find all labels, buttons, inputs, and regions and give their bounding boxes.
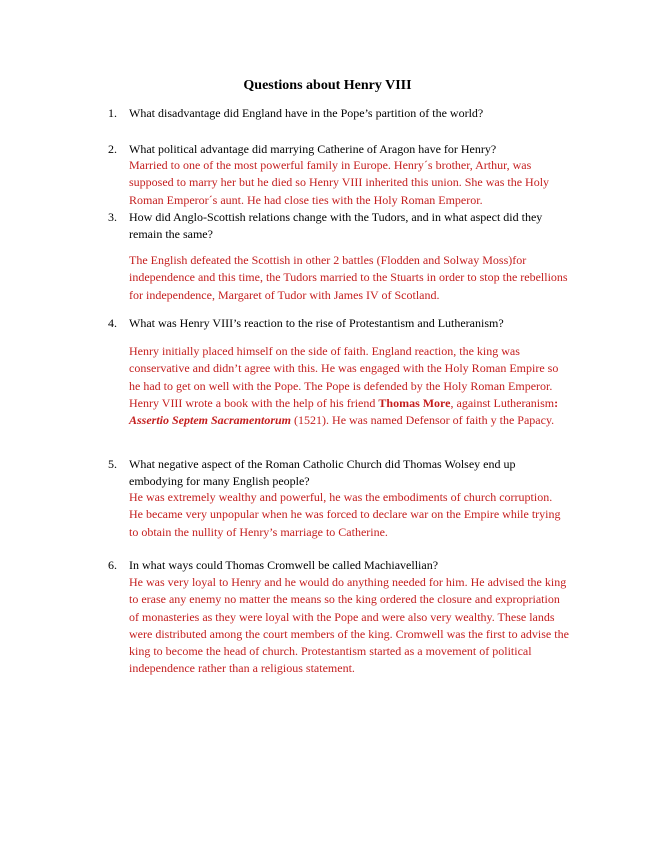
question-number: 4.: [108, 316, 117, 330]
answer-4-text-c: (1521). He was named Defensor of faith y the Papacy.: [291, 413, 555, 428]
question-text: What was Henry VIII’s reaction to the rise of Protestantism and Lutheranism?: [129, 316, 504, 330]
answer-4: [129, 343, 569, 429]
question-3: [108, 209, 568, 243]
document-title: Questions about Henry VIII: [243, 78, 412, 93]
question-text: What disadvantage did England have in the Pope’s partition of the world?: [129, 106, 484, 120]
question-number: 2.: [108, 142, 117, 156]
question-number: 5.: [108, 457, 117, 471]
question-2: [108, 141, 568, 158]
answer-3: The English defeated the Scottish in other 2 battles (Flodden and Solway Moss)for independence and this time, the Tudors married to the Stuarts in order to stop the rebellions for independence, Margaret of Tudor with James IV of Scotland.: [129, 253, 568, 302]
answer-4-thomas-more: Thomas More: [378, 395, 451, 410]
question-number: 1.: [108, 106, 117, 120]
answer-4-text-a: Henry initially placed himself on the side of faith. England reaction, the king was conservative and didn’t agree with this. He was engaged with the Holy Roman Empire so he had to get on well with the Pope. The Pope is defended by the Holy Roman Emperor. Henry VIII wrote a book with the help of his friend: [129, 344, 559, 410]
question-text: How did Anglo-Scottish relations change with the Tudors, and in what aspect did they remain the same?: [129, 210, 543, 241]
question-text: What political advantage did marrying Catherine of Aragon have for Henry?: [129, 142, 497, 156]
answer-5: He was extremely wealthy and powerful, he was the embodiments of church corruption. He became very unpopular when he was forced to declare war on the Empire while trying to obtain the nullity of Henry’s marriage to Catherine.: [129, 490, 561, 539]
question-4: [108, 315, 568, 332]
question-5: [108, 456, 568, 490]
answer-4-book-title: Assertio Septem Sacramentorum: [129, 413, 292, 428]
question-text: In what ways could Thomas Cromwell be called Machiavellian?: [129, 558, 439, 572]
answer-4-colon: :: [554, 395, 559, 410]
question-text: What negative aspect of the Roman Catholic Church did Thomas Wolsey end up embodying for many English people?: [129, 457, 516, 488]
question-6: [108, 557, 568, 574]
question-number: 3.: [108, 210, 117, 224]
question-1: [108, 105, 568, 122]
answer-2: Married to one of the most powerful family in Europe. Henry´s brother, Arthur, was supposed to marry her but he died so Henry VIII inherited this union. She was the Holy Roman Emperor´s aunt. He had close ties with the Holy Roman Emperor.: [129, 158, 550, 207]
question-number: 6.: [108, 558, 117, 572]
answer-6: He was very loyal to Henry and he would do anything needed for him. He advised the king to erase any enemy no matter the means so the king ordered the closure and expropriation of monasteries as they were loyal with the Pope and were also very wealthy. These lands were distributed among the court members of the king. Cromwell was the first to advise the king to become the head of church. Protestantism started as a movement of political independence rather than a religious statement.: [129, 575, 569, 676]
answer-4-text-b: , against Lutheranism: [450, 395, 555, 410]
